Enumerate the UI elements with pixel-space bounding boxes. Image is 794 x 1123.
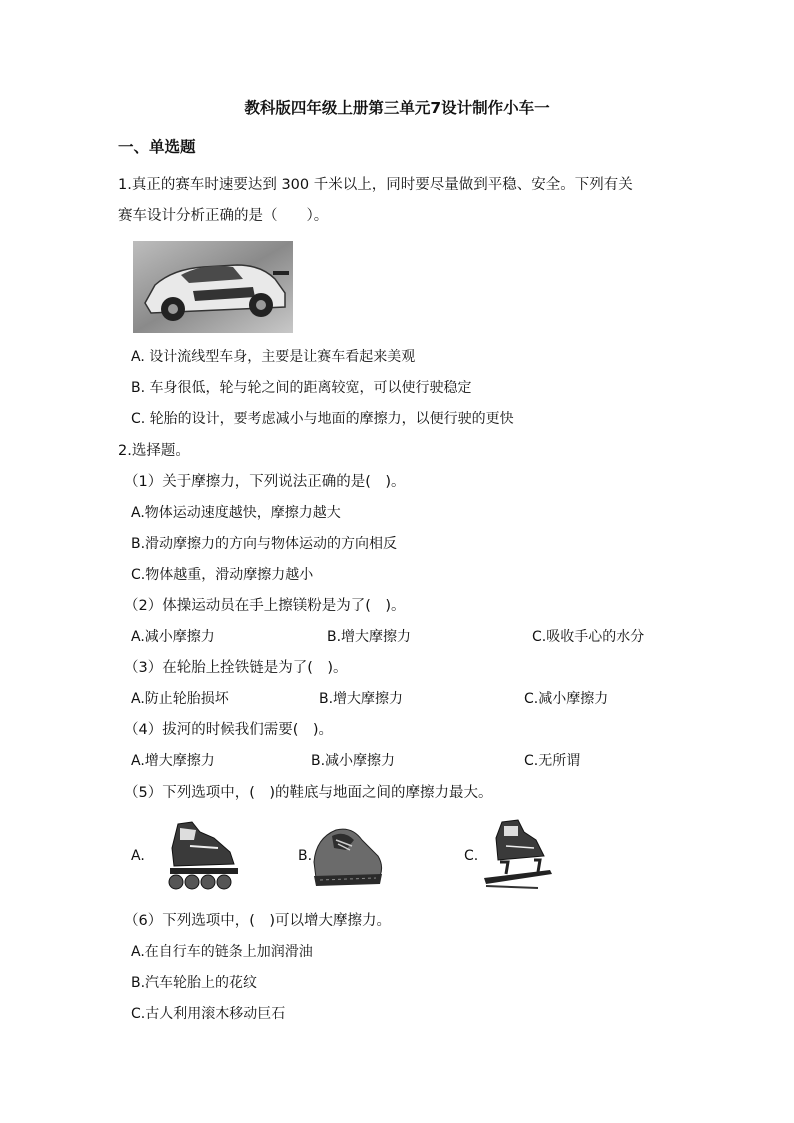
q2-sub2-option-a: A.减小摩擦力: [131, 629, 215, 645]
q2-sub4-option-c: C.无所谓: [524, 753, 581, 769]
q2-sub4-option-b: B.减小摩擦力: [311, 753, 396, 769]
hiking-shoe-image: [306, 818, 388, 894]
q2-sub1-option-a: A.物体运动速度越快，摩擦力越大: [131, 505, 341, 521]
q1-option-c: C. 轮胎的设计，要考虑减小与地面的摩擦力，以便行驶的更快: [131, 411, 514, 427]
q2-sub6-option-b: B.汽车轮胎上的花纹: [131, 975, 258, 991]
ice-skate-image: [478, 816, 556, 892]
q2-sub1-option-c: C.物体越重，滑动摩擦力越小: [131, 567, 314, 583]
q2-sub6-stem: （6）下列选项中，( )可以增大摩擦力。: [124, 913, 392, 929]
q2-sub2-stem: （2）体操运动员在手上擦镁粉是为了( )。: [124, 598, 406, 614]
q1-stem-line1: 1.真正的赛车时速要达到 300 千米以上，同时要尽量做到平稳、安全。下列有关: [118, 177, 633, 193]
q1-option-a: A. 设计流线型车身，主要是让赛车看起来美观: [131, 349, 416, 365]
section-heading: 一、单选题: [118, 138, 196, 156]
q2-sub3-stem: （3）在轮胎上拴铁链是为了( )。: [124, 660, 348, 676]
race-car-image: [133, 241, 293, 333]
q2-sub5-option-c-label: C.: [464, 848, 479, 864]
q2-sub2-option-c: C.吸收手心的水分: [532, 629, 645, 645]
q2-sub5-stem: （5）下列选项中，( )的鞋底与地面之间的摩擦力最大。: [124, 785, 493, 801]
q2-sub1-stem: （1）关于摩擦力，下列说法正确的是( )。: [124, 474, 406, 490]
q1-option-b: B. 车身很低，轮与轮之间的距离较宽，可以使行驶稳定: [131, 380, 472, 396]
q2-sub1-option-b: B.滑动摩擦力的方向与物体运动的方向相反: [131, 536, 398, 552]
q2-sub3-option-c: C.减小摩擦力: [524, 691, 609, 707]
q2-sub6-option-c: C.古人利用滚木移动巨石: [131, 1006, 286, 1022]
inline-skate-image: [160, 818, 240, 894]
q2-sub3-option-b: B.增大摩擦力: [319, 691, 404, 707]
q2-sub4-stem: （4）拔河的时候我们需要( )。: [124, 722, 334, 738]
document-title: 教科版四年级上册第三单元7设计制作小车一: [244, 99, 550, 117]
q2-sub2-option-b: B.增大摩擦力: [327, 629, 412, 645]
q2-stem: 2.选择题。: [118, 443, 190, 459]
q2-sub5-option-b-label: B.: [298, 848, 313, 864]
q2-sub3-option-a: A.防止轮胎损坏: [131, 691, 229, 707]
q2-sub4-option-a: A.增大摩擦力: [131, 753, 215, 769]
q1-stem-line2: 赛车设计分析正确的是（ ）。: [118, 208, 329, 224]
q2-sub5-option-a-label: A.: [131, 848, 145, 864]
q2-sub6-option-a: A.在自行车的链条上加润滑油: [131, 944, 313, 960]
